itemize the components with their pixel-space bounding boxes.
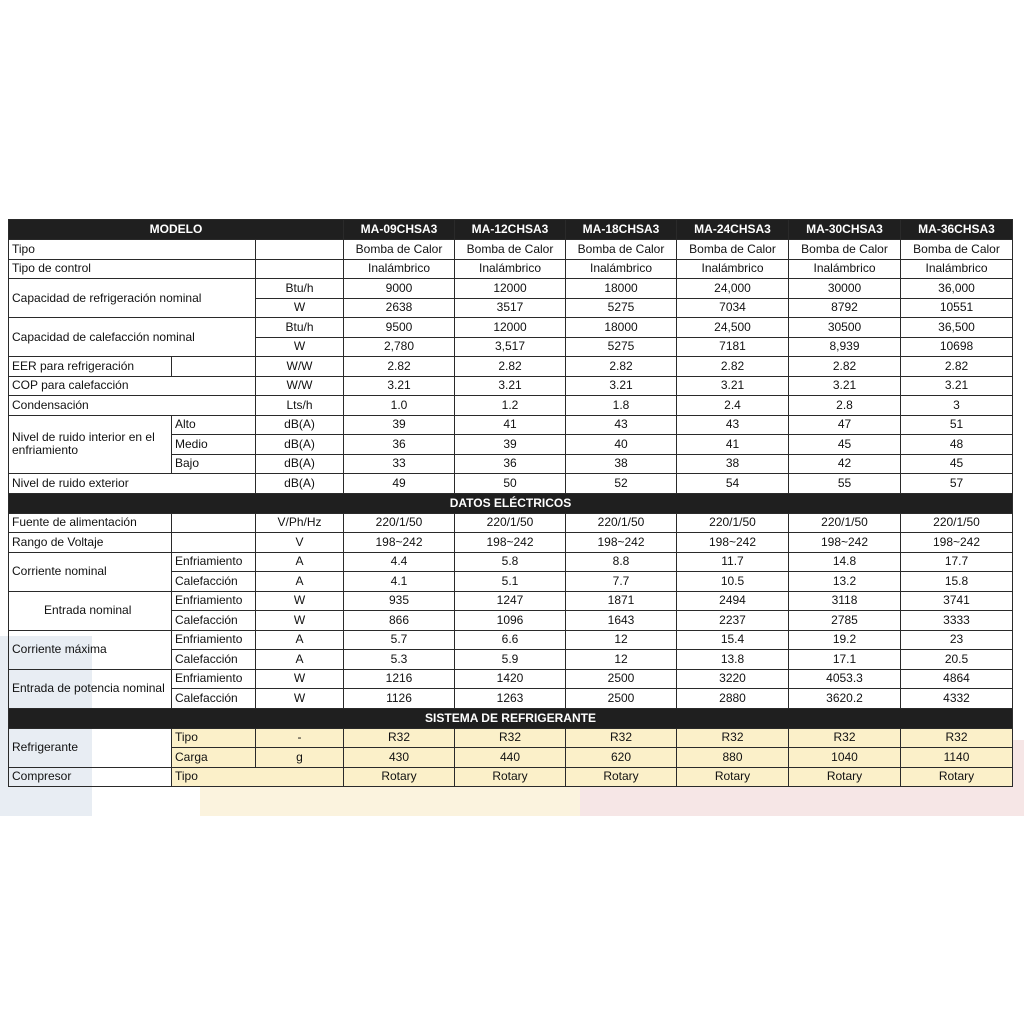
value-cell: 1.2 (455, 396, 566, 416)
value-cell: 2.82 (344, 357, 455, 377)
value-cell: 3333 (901, 611, 1013, 631)
value-cell: 5.1 (455, 572, 566, 592)
row-label: Nivel de ruido exterior (9, 474, 256, 494)
value-cell: 1.0 (344, 396, 455, 416)
table-row (9, 396, 1013, 416)
table-row (9, 240, 1013, 260)
value-cell: 19.2 (789, 630, 901, 650)
value-cell: 13.8 (677, 650, 789, 670)
value-cell: 1040 (789, 748, 901, 768)
value-cell: 24,500 (677, 318, 789, 338)
value-cell: 10.5 (677, 572, 789, 592)
value-cell: Rotary (677, 767, 789, 787)
value-cell: 1126 (344, 689, 455, 709)
sub-label: Enfriamiento (172, 552, 256, 572)
sub-label: Enfriamiento (172, 630, 256, 650)
spec-table-body (9, 220, 1013, 787)
value-cell: 14.8 (789, 552, 901, 572)
model-header: MA-12CHSA3 (455, 220, 566, 240)
value-cell: 2785 (789, 611, 901, 631)
value-cell: 47 (789, 415, 901, 435)
value-cell: 9000 (344, 279, 455, 299)
value-cell: 57 (901, 474, 1013, 494)
value-cell: Bomba de Calor (566, 240, 677, 260)
value-cell: 1216 (344, 669, 455, 689)
value-cell: 3620.2 (789, 689, 901, 709)
table-row (9, 318, 1013, 338)
table-row (9, 630, 1013, 650)
value-cell: 36 (344, 435, 455, 455)
value-cell: 2.82 (566, 357, 677, 377)
value-cell: 3.21 (566, 376, 677, 396)
unit-cell: dB(A) (256, 415, 344, 435)
value-cell: 5.9 (455, 650, 566, 670)
value-cell: 1096 (455, 611, 566, 631)
row-label: Nivel de ruido interior en el enfriamiento (9, 415, 172, 474)
value-cell: 50 (455, 474, 566, 494)
model-header: MA-18CHSA3 (566, 220, 677, 240)
sub-label: Bajo (172, 454, 256, 474)
value-cell: 33 (344, 454, 455, 474)
value-cell: 43 (677, 415, 789, 435)
unit-cell: W (256, 591, 344, 611)
value-cell: 3.21 (455, 376, 566, 396)
value-cell: Rotary (901, 767, 1013, 787)
unit-cell: A (256, 552, 344, 572)
row-label: Entrada nominal (9, 591, 172, 630)
value-cell: 2638 (344, 298, 455, 318)
sub-label: Enfriamiento (172, 591, 256, 611)
value-cell: R32 (566, 728, 677, 748)
value-cell: 8.8 (566, 552, 677, 572)
model-header: MA-30CHSA3 (789, 220, 901, 240)
row-label: Entrada de potencia nominal (9, 669, 172, 708)
value-cell: 2494 (677, 591, 789, 611)
value-cell: 2.82 (901, 357, 1013, 377)
unit-cell: W (256, 337, 344, 357)
unit-cell: A (256, 650, 344, 670)
value-cell: 41 (677, 435, 789, 455)
table-row (9, 533, 1013, 553)
value-cell: 620 (566, 748, 677, 768)
value-cell: 198~242 (455, 533, 566, 553)
sub-label: Calefacción (172, 650, 256, 670)
value-cell: 1263 (455, 689, 566, 709)
value-cell: Rotary (566, 767, 677, 787)
value-cell: 48 (901, 435, 1013, 455)
value-cell: 42 (789, 454, 901, 474)
row-label: Tipo de control (9, 259, 256, 279)
unit-cell: Btu/h (256, 279, 344, 299)
value-cell: Inalámbrico (789, 259, 901, 279)
value-cell: 220/1/50 (901, 513, 1013, 533)
value-cell: 38 (566, 454, 677, 474)
value-cell: 220/1/50 (344, 513, 455, 533)
value-cell: 3.21 (344, 376, 455, 396)
sub-label: Carga (172, 748, 256, 768)
value-cell: 2.82 (677, 357, 789, 377)
value-cell: 43 (566, 415, 677, 435)
unit-cell: - (256, 728, 344, 748)
value-cell: 4864 (901, 669, 1013, 689)
value-cell: 10551 (901, 298, 1013, 318)
sub-label: Alto (172, 415, 256, 435)
unit-cell: W (256, 669, 344, 689)
value-cell: 430 (344, 748, 455, 768)
row-label: Corriente máxima (9, 630, 172, 669)
sub-label: Enfriamiento (172, 669, 256, 689)
sub-cell (172, 533, 256, 553)
row-label: COP para calefacción (9, 376, 256, 396)
value-cell: 2237 (677, 611, 789, 631)
value-cell: 198~242 (677, 533, 789, 553)
value-cell: 440 (455, 748, 566, 768)
value-cell: 1871 (566, 591, 677, 611)
value-cell: 198~242 (344, 533, 455, 553)
value-cell: Bomba de Calor (789, 240, 901, 260)
value-cell: 39 (455, 435, 566, 455)
value-cell: 54 (677, 474, 789, 494)
unit-cell: W (256, 689, 344, 709)
value-cell: 12000 (455, 279, 566, 299)
value-cell: 15.8 (901, 572, 1013, 592)
sub-label: Calefacción (172, 611, 256, 631)
row-label: Corriente nominal (9, 552, 172, 591)
value-cell: 15.4 (677, 630, 789, 650)
unit-cell (256, 240, 344, 260)
model-header: MA-24CHSA3 (677, 220, 789, 240)
value-cell: 12000 (455, 318, 566, 338)
unit-cell: Lts/h (256, 396, 344, 416)
value-cell: 198~242 (789, 533, 901, 553)
value-cell: 5.8 (455, 552, 566, 572)
value-cell: R32 (677, 728, 789, 748)
value-cell: 8,939 (789, 337, 901, 357)
value-cell: 24,000 (677, 279, 789, 299)
value-cell: Rotary (789, 767, 901, 787)
value-cell: 18000 (566, 318, 677, 338)
value-cell: 5275 (566, 298, 677, 318)
section-header (9, 493, 1013, 513)
value-cell: Inalámbrico (901, 259, 1013, 279)
sub-label: Tipo (172, 767, 344, 787)
value-cell: Rotary (455, 767, 566, 787)
value-cell: 5.3 (344, 650, 455, 670)
value-cell: Inalámbrico (455, 259, 566, 279)
value-cell: 23 (901, 630, 1013, 650)
value-cell: 36,500 (901, 318, 1013, 338)
value-cell: Inalámbrico (344, 259, 455, 279)
sub-label: Calefacción (172, 572, 256, 592)
table-row (9, 767, 1013, 787)
value-cell: 2.8 (789, 396, 901, 416)
section-header (9, 708, 1013, 728)
value-cell: 2.82 (789, 357, 901, 377)
value-cell: 220/1/50 (566, 513, 677, 533)
unit-cell: W (256, 298, 344, 318)
value-cell: 866 (344, 611, 455, 631)
value-cell: R32 (901, 728, 1013, 748)
value-cell: 220/1/50 (677, 513, 789, 533)
value-cell: 40 (566, 435, 677, 455)
value-cell: 1643 (566, 611, 677, 631)
value-cell: 7.7 (566, 572, 677, 592)
value-cell: 11.7 (677, 552, 789, 572)
value-cell: 2880 (677, 689, 789, 709)
value-cell: 2.4 (677, 396, 789, 416)
value-cell: 3.21 (677, 376, 789, 396)
value-cell: 45 (901, 454, 1013, 474)
value-cell: 6.6 (455, 630, 566, 650)
unit-cell: W (256, 611, 344, 631)
value-cell: 49 (344, 474, 455, 494)
value-cell: 13.2 (789, 572, 901, 592)
sub-label: Tipo (172, 728, 256, 748)
value-cell: Bomba de Calor (677, 240, 789, 260)
value-cell: 4332 (901, 689, 1013, 709)
model-header: MA-09CHSA3 (344, 220, 455, 240)
value-cell: 36,000 (901, 279, 1013, 299)
value-cell: R32 (789, 728, 901, 748)
table-row (9, 259, 1013, 279)
value-cell: 5275 (566, 337, 677, 357)
table-row (9, 357, 1013, 377)
value-cell: 55 (789, 474, 901, 494)
sub-label: Calefacción (172, 689, 256, 709)
value-cell: 30500 (789, 318, 901, 338)
value-cell: 52 (566, 474, 677, 494)
value-cell: 30000 (789, 279, 901, 299)
unit-cell: dB(A) (256, 435, 344, 455)
table-row (9, 728, 1013, 748)
row-label: Compresor (9, 767, 172, 787)
value-cell: 1.8 (566, 396, 677, 416)
row-label: Rango de Voltaje (9, 533, 172, 553)
value-cell: 935 (344, 591, 455, 611)
value-cell: 20.5 (901, 650, 1013, 670)
table-row (9, 552, 1013, 572)
value-cell: R32 (344, 728, 455, 748)
unit-cell: W/W (256, 376, 344, 396)
model-header: MA-36CHSA3 (901, 220, 1013, 240)
value-cell: 2.82 (455, 357, 566, 377)
unit-cell: A (256, 572, 344, 592)
row-label: Tipo (9, 240, 256, 260)
value-cell: 39 (344, 415, 455, 435)
value-cell: 1420 (455, 669, 566, 689)
value-cell: 4053.3 (789, 669, 901, 689)
header-row (9, 220, 1013, 240)
value-cell: 198~242 (901, 533, 1013, 553)
value-cell: 10698 (901, 337, 1013, 357)
row-label: Fuente de alimentación (9, 513, 172, 533)
table-row (9, 474, 1013, 494)
value-cell: 3118 (789, 591, 901, 611)
value-cell: 3.21 (789, 376, 901, 396)
sub-cell (172, 513, 256, 533)
value-cell: 51 (901, 415, 1013, 435)
row-label: Condensación (9, 396, 256, 416)
value-cell: 3,517 (455, 337, 566, 357)
value-cell: Inalámbrico (677, 259, 789, 279)
value-cell: 38 (677, 454, 789, 474)
value-cell: 220/1/50 (789, 513, 901, 533)
value-cell: 4.4 (344, 552, 455, 572)
value-cell: Bomba de Calor (901, 240, 1013, 260)
table-row (9, 669, 1013, 689)
value-cell: 7181 (677, 337, 789, 357)
row-label: EER para refrigeración (9, 357, 172, 377)
unit-cell: Btu/h (256, 318, 344, 338)
value-cell: 18000 (566, 279, 677, 299)
unit-cell: A (256, 630, 344, 650)
table-row (9, 376, 1013, 396)
value-cell: Bomba de Calor (455, 240, 566, 260)
value-cell: 2500 (566, 689, 677, 709)
spec-table (8, 219, 1013, 787)
row-label: Capacidad de refrigeración nominal (9, 279, 256, 318)
value-cell: 1140 (901, 748, 1013, 768)
value-cell: 36 (455, 454, 566, 474)
table-row (9, 591, 1013, 611)
value-cell: 17.1 (789, 650, 901, 670)
value-cell: 3 (901, 396, 1013, 416)
sub-cell (172, 357, 256, 377)
value-cell: 880 (677, 748, 789, 768)
value-cell: 3517 (455, 298, 566, 318)
value-cell: Inalámbrico (566, 259, 677, 279)
row-label: Refrigerante (9, 728, 172, 767)
value-cell: Bomba de Calor (344, 240, 455, 260)
value-cell: 12 (566, 630, 677, 650)
value-cell: 8792 (789, 298, 901, 318)
sub-label: Medio (172, 435, 256, 455)
unit-cell: V (256, 533, 344, 553)
value-cell: 2,780 (344, 337, 455, 357)
value-cell: 1247 (455, 591, 566, 611)
header-label: MODELO (9, 220, 344, 240)
unit-cell: g (256, 748, 344, 768)
value-cell: 12 (566, 650, 677, 670)
value-cell: 3741 (901, 591, 1013, 611)
value-cell: R32 (455, 728, 566, 748)
value-cell: 2500 (566, 669, 677, 689)
unit-cell: V/Ph/Hz (256, 513, 344, 533)
unit-cell: dB(A) (256, 474, 344, 494)
value-cell: 4.1 (344, 572, 455, 592)
value-cell: 220/1/50 (455, 513, 566, 533)
section-title: DATOS ELÉCTRICOS (9, 493, 1013, 513)
value-cell: 5.7 (344, 630, 455, 650)
value-cell: 3220 (677, 669, 789, 689)
unit-cell: dB(A) (256, 454, 344, 474)
value-cell: 41 (455, 415, 566, 435)
section-title: SISTEMA DE REFRIGERANTE (9, 708, 1013, 728)
value-cell: 7034 (677, 298, 789, 318)
value-cell: Rotary (344, 767, 455, 787)
table-row (9, 513, 1013, 533)
unit-cell: W/W (256, 357, 344, 377)
value-cell: 9500 (344, 318, 455, 338)
value-cell: 3.21 (901, 376, 1013, 396)
value-cell: 45 (789, 435, 901, 455)
value-cell: 198~242 (566, 533, 677, 553)
value-cell: 17.7 (901, 552, 1013, 572)
table-row (9, 279, 1013, 299)
unit-cell (256, 259, 344, 279)
table-row (9, 415, 1013, 435)
row-label: Capacidad de calefacción nominal (9, 318, 256, 357)
